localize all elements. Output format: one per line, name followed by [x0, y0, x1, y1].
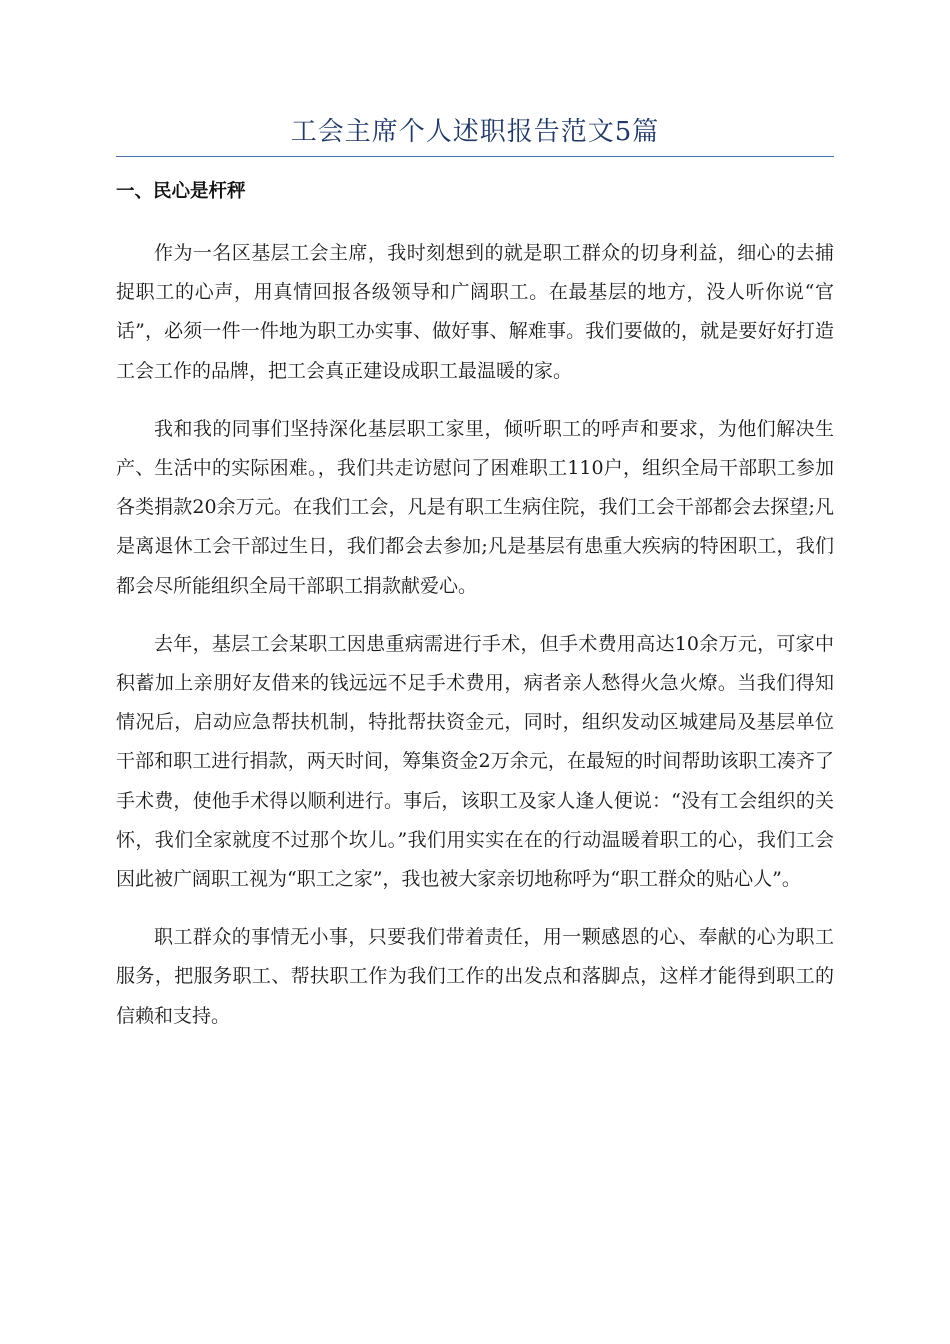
paragraph-4: 职工群众的事情无小事，只要我们带着责任，用一颗感恩的心、奉献的心为职工服务，把服务职工、帮扶职工作为我们工作的出发点和落脚点，这样才能得到职工的信赖和支持。 [116, 926, 834, 1027]
document-title: 工会主席个人述职报告范文5篇 [290, 117, 660, 147]
section-heading: 一、民心是杆秤 [116, 181, 246, 202]
paragraph-1: 作为一名区基层工会主席，我时刻想到的就是职工群众的切身利益，细心的去捕捉职工的心声，用真情回报各级领导和广阔职工。在最基层的地方，没人听你说“官话”，必须一件一件地为职工办实事、做好事、解难事。我们要做的，就是要好好打造工会工作的品牌，把工会真正建设成职工最温暖的家。 [116, 242, 834, 382]
paragraph-3: 去年，基层工会某职工因患重病需进行手术，但手术费用高达10余万元，可家中积蓄加上亲朋好友借来的钱远远不足手术费用，病者亲人愁得火急火燎。当我们得知情况后，启动应急帮扶机制，特批帮扶资金元，同时，组织发动区城建局及基层单位干部和职工进行捐款，两天时间，筹集资金2万余元，在最短的时间帮助该职工凑齐了手术费，使他手术得以顺利进行。事后，该职工及家人逢人便说：“没有工会组织的关怀，我们全家就度不过那个坎儿。”我们用实实在在的行动温暖着职工的心，我们工会因此被广阔职工视为“职工之家”，我也被大家亲切地称呼为“职工群众的贴心人”。 [116, 632, 834, 891]
document-body [116, 172, 834, 1055]
title-block [116, 112, 834, 157]
paragraph-2: 我和我的同事们坚持深化基层职工家里，倾听职工的呼声和要求，为他们解决生产、生活中的实际困难。，我们共走访慰问了困难职工110户，组织全局干部职工参加各类捐款20余万元。在我们工会，凡是有职工生病住院，我们工会干部都会去探望;凡是离退休工会干部过生日，我们都会去参加;凡是基层有患重大疾病的特困职工，我们都会尽所能组织全局干部职工捐款献爱心。 [116, 417, 834, 597]
